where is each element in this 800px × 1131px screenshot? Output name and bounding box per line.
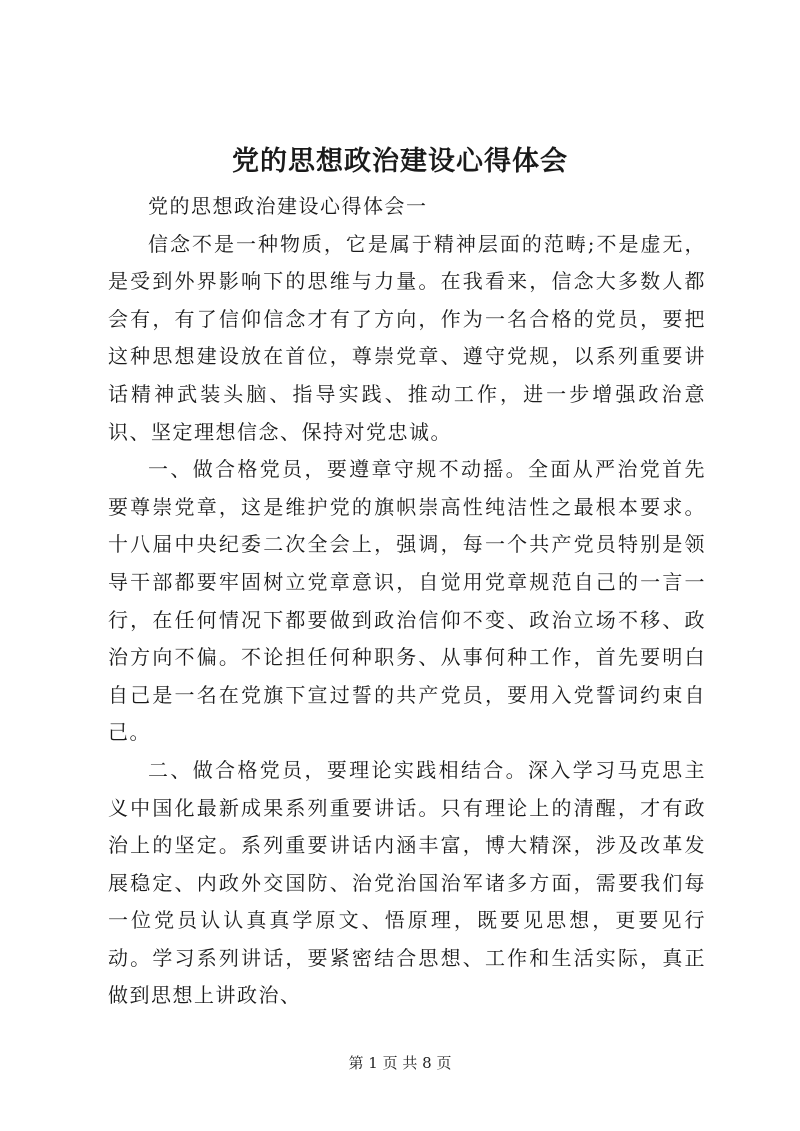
document-title: 党的思想政治建设心得体会 [232,146,568,177]
page-number-footer: 第 1 页 共 8 页 [348,1054,452,1072]
document-subtitle: 党的思想政治建设心得体会一 [148,194,428,218]
paragraph-1: 信念不是一种物质，它是属于精神层面的范畴;不是虚无，是受到外界影响下的思维与力量。在我看来，信念大多数人都会有，有了信仰信念才有了方向，作为一名合格的党员，要把这种思想建设放在首位，尊崇党章、遵守党规，以系列重要讲话精神武装头脑、指导实践、推动工作，进一步增强政治意识、坚定理想信念、保持对党忠诚。 [108,231,706,444]
paragraph-2: 一、做合格党员，要遵章守规不动摇。全面从严治党首先要尊崇党章，这是维护党的旗帜崇高性纯洁性之最根本要求。十八届中央纪委二次全会上，强调，每一个共产党员特别是领导干部都要牢固树立党章意识，自觉用党章规范自己的一言一行，在任何情况下都要做到政治信仰不变、政治立场不移、政治方向不偏。不论担任何种职务、从事何种工作，首先要明白自己是一名在党旗下宣过誓的共产党员，要用入党誓词约束自己。 [108,457,706,745]
document-body [108,188,706,1015]
paragraph-3: 二、做合格党员，要理论实践相结合。深入学习马克思主义中国化最新成果系列重要讲话。只有理论上的清醒，才有政治上的坚定。系列重要讲话内涵丰富，博大精深，涉及改革发展稳定、内政外交国防、治党治国治军诸多方面，需要我们每一位党员认认真真学原文、悟原理，既要见思想，更要见行动。学习系列讲话，要紧密结合思想、工作和生活实际，真正做到思想上讲政治、 [108,757,706,1008]
